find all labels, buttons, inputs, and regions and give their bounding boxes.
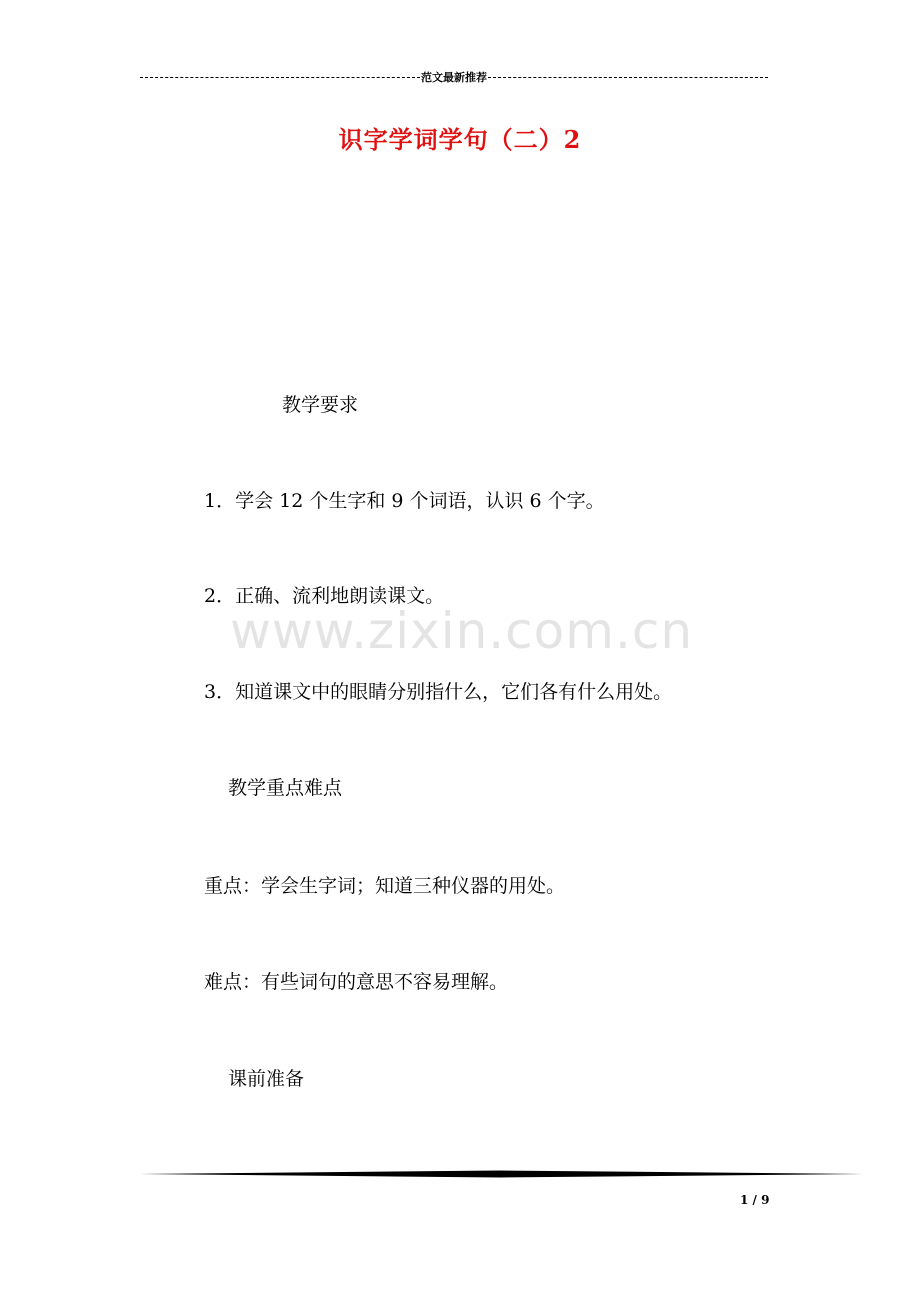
- key-point: 重点：学会生字词；知道三种仪器的用处。: [204, 875, 566, 897]
- heading-key-difficult-points: 教学重点难点: [228, 777, 343, 799]
- heading-teaching-requirements: 教学要求: [282, 394, 359, 416]
- page-header: [140, 68, 768, 86]
- watermark: www.zixin.com.cn: [230, 602, 694, 660]
- header-dashes-right: [488, 77, 768, 78]
- document-title: 识字学词学句（二）2: [338, 125, 582, 154]
- header-label: 范文最新推荐: [421, 71, 487, 84]
- requirement-3: 3．知道课文中的眼睛分别指什么，它们各有什么用处。: [204, 681, 673, 703]
- heading-preparation: 课前准备: [228, 1068, 305, 1090]
- header-dashes-left: [140, 77, 420, 78]
- page-number: 1 / 9: [740, 1193, 770, 1207]
- requirement-1: 1．学会 12 个生字和 9 个词语，认识 6 个字。: [204, 490, 605, 512]
- difficult-point: 难点：有些词句的意思不容易理解。: [204, 971, 509, 993]
- footer-rule: [140, 1170, 864, 1178]
- requirement-2: 2．正确、流利地朗读课文。: [204, 585, 445, 607]
